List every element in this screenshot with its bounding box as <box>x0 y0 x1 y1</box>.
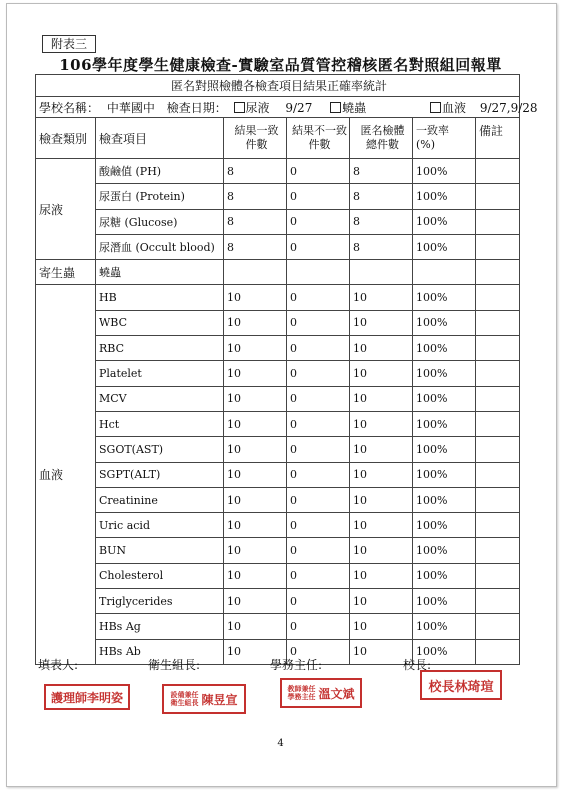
rate-cell: 100% <box>413 589 476 614</box>
nurse-stamp <box>44 684 130 710</box>
remarks-cell <box>476 513 520 538</box>
remarks-cell <box>476 336 520 361</box>
document-title: 106學年度學生健康檢查-實驗室品質管控稽核匿名對照組回報單 <box>59 56 502 74</box>
match-cell: 10 <box>224 563 287 588</box>
health-chief-label: 衛生組長: <box>148 658 201 672</box>
header-total-l1: 匿名檢體 <box>360 124 405 137</box>
remarks-cell <box>476 437 520 462</box>
remarks-cell <box>476 563 520 588</box>
remarks-cell <box>476 386 520 411</box>
total-cell: 8 <box>350 159 413 184</box>
item-cell: MCV <box>96 386 224 411</box>
blood-date: 9/27,9/28 <box>479 100 538 115</box>
header-mismatch <box>287 118 350 159</box>
mismatch-cell: 0 <box>287 361 350 386</box>
item-cell: SGOT(AST) <box>96 437 224 462</box>
date-label: 檢查日期： <box>166 100 227 115</box>
total-cell: 10 <box>350 361 413 386</box>
mismatch-cell: 0 <box>287 411 350 436</box>
remarks-cell <box>476 614 520 639</box>
category-cell: 寄生蟲 <box>36 260 96 285</box>
total-cell: 10 <box>350 411 413 436</box>
rate-cell: 100% <box>413 639 476 664</box>
header-remarks: 備註 <box>476 118 520 159</box>
total-cell: 10 <box>350 538 413 563</box>
rate-cell: 100% <box>413 563 476 588</box>
health-chief-stamp-title-l1: 設備兼任 <box>170 690 199 699</box>
item-cell: HBs Ag <box>96 614 224 639</box>
mismatch-cell: 0 <box>287 386 350 411</box>
match-cell: 10 <box>224 614 287 639</box>
header-rate <box>413 118 476 159</box>
mismatch-cell: 0 <box>287 513 350 538</box>
rate-cell: 100% <box>413 361 476 386</box>
rate-cell: 100% <box>413 462 476 487</box>
remarks-cell <box>476 285 520 310</box>
mismatch-cell: 0 <box>287 209 350 234</box>
principal-stamp-text: 校長林琦瑄 <box>428 679 494 695</box>
item-cell: BUN <box>96 538 224 563</box>
match-cell: 10 <box>224 310 287 335</box>
item-cell: 酸鹼值 (PH) <box>96 159 224 184</box>
principal-stamp <box>420 670 502 700</box>
header-category: 檢查類別 <box>36 118 96 159</box>
total-cell <box>350 260 413 285</box>
table-row <box>36 234 520 259</box>
mismatch-cell: 0 <box>287 538 350 563</box>
item-cell: 尿糖 (Glucose) <box>96 209 224 234</box>
remarks-cell <box>476 639 520 664</box>
total-cell: 8 <box>350 234 413 259</box>
table-row <box>36 209 520 234</box>
rate-cell: 100% <box>413 386 476 411</box>
item-cell: 蟯蟲 <box>96 260 224 285</box>
rate-cell <box>413 260 476 285</box>
pinworm-label: 蟯蟲 <box>342 100 367 115</box>
table-row <box>36 310 520 335</box>
table-row <box>36 538 520 563</box>
mismatch-cell: 0 <box>287 563 350 588</box>
header-match-l1: 結果一致 <box>234 124 279 137</box>
table-row <box>36 563 520 588</box>
rate-cell: 100% <box>413 336 476 361</box>
total-cell: 8 <box>350 209 413 234</box>
match-cell <box>224 260 287 285</box>
header-rate-l1: 一致率 <box>416 124 449 137</box>
category-cell: 血液 <box>36 285 96 664</box>
urine-label: 尿液 <box>245 100 270 115</box>
match-cell: 8 <box>224 159 287 184</box>
category-cell: 尿液 <box>36 159 96 260</box>
remarks-cell <box>476 487 520 512</box>
item-cell: Uric acid <box>96 513 224 538</box>
match-cell: 10 <box>224 513 287 538</box>
remarks-cell <box>476 310 520 335</box>
academic-director-label: 學務主任: <box>270 658 323 672</box>
header-mismatch-l1: 結果不一致 <box>292 124 347 137</box>
rate-cell: 100% <box>413 513 476 538</box>
rate-cell: 100% <box>413 285 476 310</box>
table-subtitle: 匿名對照檢體各檢查項目結果正確率統計 <box>36 75 520 97</box>
total-cell: 10 <box>350 513 413 538</box>
school-label: 學校名稱： <box>39 100 100 115</box>
mismatch-cell: 0 <box>287 639 350 664</box>
rate-cell: 100% <box>413 411 476 436</box>
item-cell: 尿蛋白 (Protein) <box>96 184 224 209</box>
nurse-stamp-text: 護理師李明姿 <box>50 690 123 705</box>
academic-director-stamp-title <box>287 685 315 701</box>
total-cell: 10 <box>350 589 413 614</box>
item-cell: RBC <box>96 336 224 361</box>
match-cell: 10 <box>224 285 287 310</box>
mismatch-cell: 0 <box>287 462 350 487</box>
health-chief-stamp-name: 陳昱宣 <box>201 692 238 707</box>
total-cell: 10 <box>350 563 413 588</box>
item-cell: Cholesterol <box>96 563 224 588</box>
remarks-cell <box>476 538 520 563</box>
mismatch-cell: 0 <box>287 285 350 310</box>
health-chief-stamp-title-l2: 衛生組長 <box>170 698 199 707</box>
match-cell: 10 <box>224 336 287 361</box>
item-cell: Platelet <box>96 361 224 386</box>
mismatch-cell: 0 <box>287 234 350 259</box>
header-total <box>350 118 413 159</box>
item-cell: HBs Ab <box>96 639 224 664</box>
match-cell: 8 <box>224 184 287 209</box>
total-cell: 10 <box>350 639 413 664</box>
match-cell: 10 <box>224 411 287 436</box>
table-row <box>36 184 520 209</box>
rate-cell: 100% <box>413 487 476 512</box>
rate-cell: 100% <box>413 437 476 462</box>
total-cell: 10 <box>350 336 413 361</box>
header-match <box>224 118 287 159</box>
rate-cell: 100% <box>413 209 476 234</box>
blood-checkbox[interactable] <box>430 102 441 113</box>
header-mismatch-l2: 件數 <box>308 138 331 151</box>
remarks-cell <box>476 184 520 209</box>
match-cell: 8 <box>224 209 287 234</box>
remarks-cell <box>476 589 520 614</box>
academic-director-stamp-title-l2: 學務主任 <box>287 692 316 701</box>
health-chief-stamp <box>162 684 246 714</box>
remarks-cell <box>476 234 520 259</box>
annex-label: 附表三 <box>42 35 96 53</box>
academic-director-stamp-name: 溫文斌 <box>318 686 355 701</box>
info-row <box>36 97 538 118</box>
rate-cell: 100% <box>413 538 476 563</box>
total-cell: 8 <box>350 184 413 209</box>
table-row <box>36 411 520 436</box>
remarks-cell <box>476 159 520 184</box>
match-cell: 10 <box>224 361 287 386</box>
table-row <box>36 285 520 310</box>
total-cell: 10 <box>350 462 413 487</box>
table-row <box>36 336 520 361</box>
remarks-cell <box>476 260 520 285</box>
item-cell: Hct <box>96 411 224 436</box>
total-cell: 10 <box>350 487 413 512</box>
mismatch-cell: 0 <box>287 614 350 639</box>
remarks-cell <box>476 361 520 386</box>
mismatch-cell: 0 <box>287 589 350 614</box>
pinworm-checkbox[interactable] <box>330 102 341 113</box>
urine-date: 9/27 <box>285 100 313 115</box>
school-name: 中華國中 <box>106 100 155 115</box>
total-cell: 10 <box>350 386 413 411</box>
header-rate-l2: (%) <box>416 138 436 151</box>
header-total-l2: 總件數 <box>366 138 399 151</box>
remarks-cell <box>476 209 520 234</box>
total-cell: 10 <box>350 614 413 639</box>
match-cell: 8 <box>224 234 287 259</box>
rate-cell: 100% <box>413 614 476 639</box>
principal-label: 校長: <box>403 658 432 672</box>
item-cell: Triglycerides <box>96 589 224 614</box>
total-cell: 10 <box>350 437 413 462</box>
table-row <box>36 386 520 411</box>
mismatch-cell: 0 <box>287 159 350 184</box>
mismatch-cell: 0 <box>287 310 350 335</box>
match-cell: 10 <box>224 538 287 563</box>
filler-label: 填表人: <box>38 658 79 672</box>
table-row <box>36 159 520 184</box>
mismatch-cell: 0 <box>287 487 350 512</box>
blood-label: 血液 <box>442 100 467 115</box>
header-match-l2: 件數 <box>245 138 268 151</box>
rate-cell: 100% <box>413 310 476 335</box>
match-cell: 10 <box>224 639 287 664</box>
match-cell: 10 <box>224 589 287 614</box>
match-cell: 10 <box>224 386 287 411</box>
item-cell: Creatinine <box>96 487 224 512</box>
match-cell: 10 <box>224 462 287 487</box>
health-chief-stamp-title <box>170 691 198 707</box>
item-cell: 尿潛血 (Occult blood) <box>96 234 224 259</box>
remarks-cell <box>476 411 520 436</box>
page-number: 4 <box>277 738 284 749</box>
mismatch-cell: 0 <box>287 336 350 361</box>
urine-checkbox[interactable] <box>234 102 245 113</box>
rate-cell: 100% <box>413 234 476 259</box>
item-cell: WBC <box>96 310 224 335</box>
total-cell: 10 <box>350 310 413 335</box>
academic-director-stamp <box>280 678 362 708</box>
item-cell: SGPT(ALT) <box>96 462 224 487</box>
table-row <box>36 589 520 614</box>
mismatch-cell: 0 <box>287 184 350 209</box>
table-row <box>36 361 520 386</box>
match-cell: 10 <box>224 487 287 512</box>
mismatch-cell <box>287 260 350 285</box>
remarks-cell <box>476 462 520 487</box>
report-table <box>35 74 538 665</box>
table-row <box>36 487 520 512</box>
table-row <box>36 513 520 538</box>
table-row <box>36 462 520 487</box>
table-row <box>36 614 520 639</box>
total-cell: 10 <box>350 285 413 310</box>
match-cell: 10 <box>224 437 287 462</box>
mismatch-cell: 0 <box>287 437 350 462</box>
table-row <box>36 260 520 285</box>
rate-cell: 100% <box>413 159 476 184</box>
academic-director-stamp-title-l1: 教師兼任 <box>287 684 316 693</box>
item-cell: HB <box>96 285 224 310</box>
header-item: 檢查項目 <box>96 118 224 159</box>
rate-cell: 100% <box>413 184 476 209</box>
table-row <box>36 437 520 462</box>
